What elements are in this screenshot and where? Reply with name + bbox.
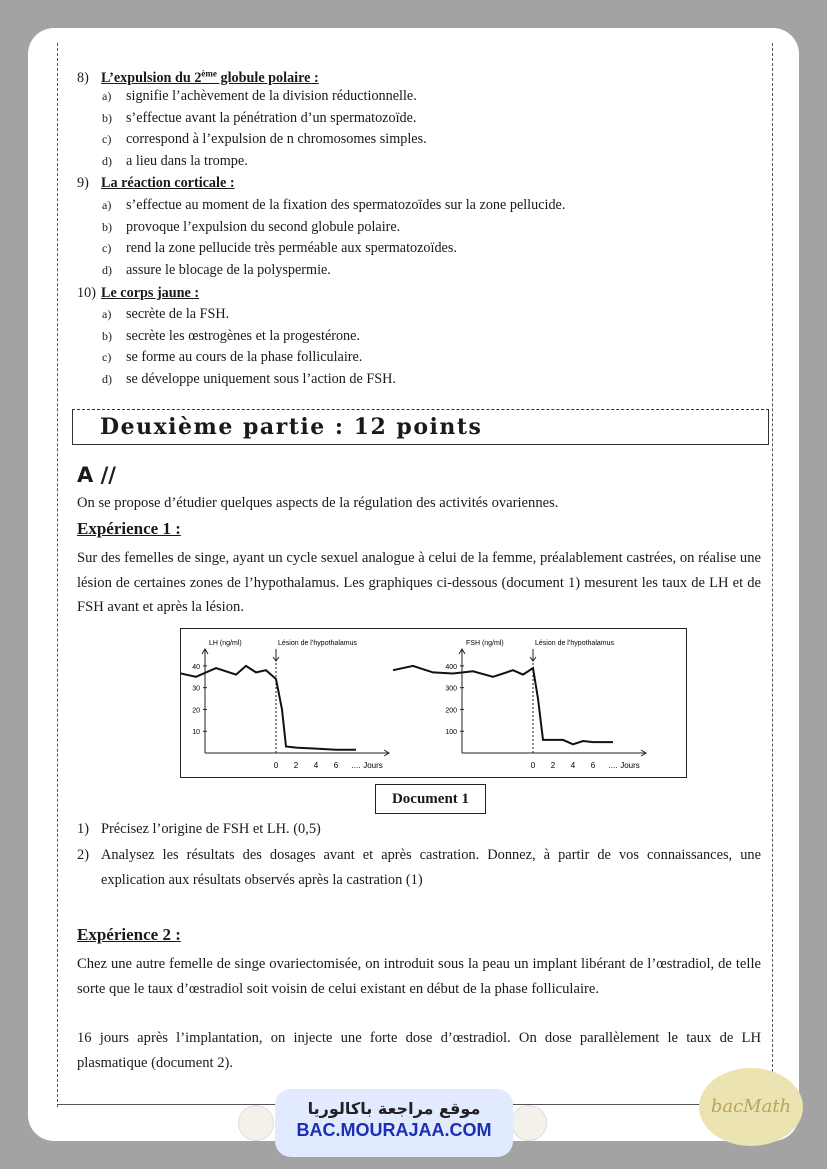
option-8d: d) a lieu dans la trompe.: [102, 152, 248, 169]
option-9c: c) rend la zone pellucide très perméable aux spermatozoïdes.: [102, 240, 457, 257]
lh-chart-x-label: Jours: [363, 761, 383, 770]
lh-chart-x-tick-label: 2: [293, 761, 299, 770]
site-url[interactable]: BAC.MOURAJAA.COM: [296, 1120, 492, 1140]
fsh-chart-y-tick-label: 100: [445, 729, 457, 737]
lh-chart-x-tick-label: 6: [333, 761, 339, 770]
option-10d: d) se développe uniquement sous l’action de FSH.: [102, 370, 396, 387]
document-1-label: Document 1: [375, 784, 486, 814]
question-8-heading: 8) L’expulsion du 2ème globule polaire :: [77, 68, 319, 86]
lh-chart-y-tick-label: 20: [192, 707, 200, 715]
option-10c: c) se forme au cours de la phase folliculaire.: [102, 349, 363, 366]
bacmath-logo: bacMath: [699, 1068, 803, 1146]
option-8b: b) s’effectue avant la pénétration d’un spermatozoïde.: [102, 109, 417, 126]
site-logo-left-icon: [238, 1105, 274, 1141]
lh-fsh-charts: [181, 629, 686, 777]
fsh-chart-x-label: Jours: [620, 761, 640, 770]
option-10a: a) secrète de la FSH.: [102, 306, 230, 322]
lh-chart-x-tick-label: 0: [273, 761, 279, 770]
fsh-chart-y-tick-label: 400: [445, 663, 457, 671]
option-9a: a) s’effectue au moment de la fixation des spermatozoïdes sur la zone pellucide.: [102, 197, 566, 213]
document-1-figure: [180, 628, 687, 778]
option-8a: a) signifie l’achèvement de la division réductionnelle.: [102, 88, 417, 104]
part-a-label: A //: [77, 463, 116, 487]
lh-chart-series-line: [181, 663, 356, 750]
question-8-title: L’expulsion du 2ème globule polaire :: [101, 68, 319, 86]
fsh-chart-y-tick-label: 200: [445, 707, 457, 715]
lh-chart-y-tick-label: 10: [192, 729, 200, 737]
experience-2-text: Chez une autre femelle de singe ovariectomisée, on introduit sous la peau un implant libérant de l’œstradiol, de telle sorte que le taux d’œstradiol soit voisin de celui existant en début de la phase folliculaire.: [77, 956, 761, 997]
lh-chart-annotation: Lésion de l’hypothalamus: [278, 640, 357, 647]
lh-chart-y-tick-label: 30: [192, 685, 200, 693]
question-9-heading: 9) La réaction corticale :: [77, 175, 235, 191]
site-badge[interactable]: [275, 1089, 513, 1157]
option-9b: b) provoque l’expulsion du second globule polaire.: [102, 218, 401, 235]
question-1: 1) Précisez l’origine de FSH et LH. (0,5): [77, 821, 321, 837]
fsh-chart-series-line: [393, 663, 613, 744]
fsh-chart-x-tick-label: 2: [550, 761, 556, 770]
question-10-heading: 10) Le corps jaune :: [77, 285, 200, 301]
question-2: 2) Analysez les résultats des dosages avant et après castration. Donnez, à partir de vos connaissances, une explication aux résultats observés après la castration (1): [77, 847, 761, 888]
fsh-chart-y-tick-label: 300: [445, 685, 457, 693]
section-title: Deuxième partie : 12 points: [100, 414, 483, 440]
option-9d: d) assure le blocage de la polyspermie.: [102, 261, 331, 278]
site-name-arabic: موقع مراجعة باكالوريا: [307, 1099, 481, 1118]
question-8-options: [102, 86, 427, 172]
fsh-chart-x-tick-label: 6: [590, 761, 596, 770]
option-10b: b) secrète les œstrogènes et la progestérone.: [102, 327, 360, 344]
fsh-chart-x-tick-label: 0: [530, 761, 536, 770]
experience-2-title: Expérience 2 :: [77, 925, 181, 944]
lh-chart-x-tick-label: ....: [351, 761, 361, 770]
lh-chart-y-label: LH (ng/ml): [209, 640, 242, 647]
option-8c: c) correspond à l’expulsion de n chromosomes simples.: [102, 131, 427, 148]
question-9-title: La réaction corticale :: [101, 175, 235, 191]
fsh-chart-y-label: FSH (ng/ml): [466, 640, 504, 647]
question-10-options: [102, 304, 396, 390]
fsh-chart-x-tick-label: 4: [570, 761, 576, 770]
fsh-chart-x-tick-label: ....: [608, 761, 618, 770]
question-9-options: [102, 195, 565, 281]
experience-1-title: Expérience 1 :: [77, 519, 181, 538]
question-10-title: Le corps jaune :: [101, 285, 200, 301]
experience-2-text-2: 16 jours après l’implantation, on injecte une forte dose d’œstradiol. On dose parallèlement le taux de LH plasmatique (document 2).: [77, 1030, 761, 1071]
site-logo-right-icon: [511, 1105, 547, 1141]
fsh-chart-annotation: Lésion de l’hypothalamus: [535, 640, 614, 647]
intro-text: On se propose d’étudier quelques aspects de la régulation des activités ovariennes.: [77, 495, 559, 511]
experience-1-text: Sur des femelles de singe, ayant un cycle sexuel analogue à celui de la femme, préalablement castrées, on réalise une lésion de certaines zones de l’hypothalamus. Les graphiques ci-dessous (document 1) mesurent les taux de LH et de FSH avant et après la lésion.: [77, 550, 761, 615]
lh-chart-y-tick-label: 40: [192, 663, 200, 671]
lh-chart-x-tick-label: 4: [313, 761, 319, 770]
